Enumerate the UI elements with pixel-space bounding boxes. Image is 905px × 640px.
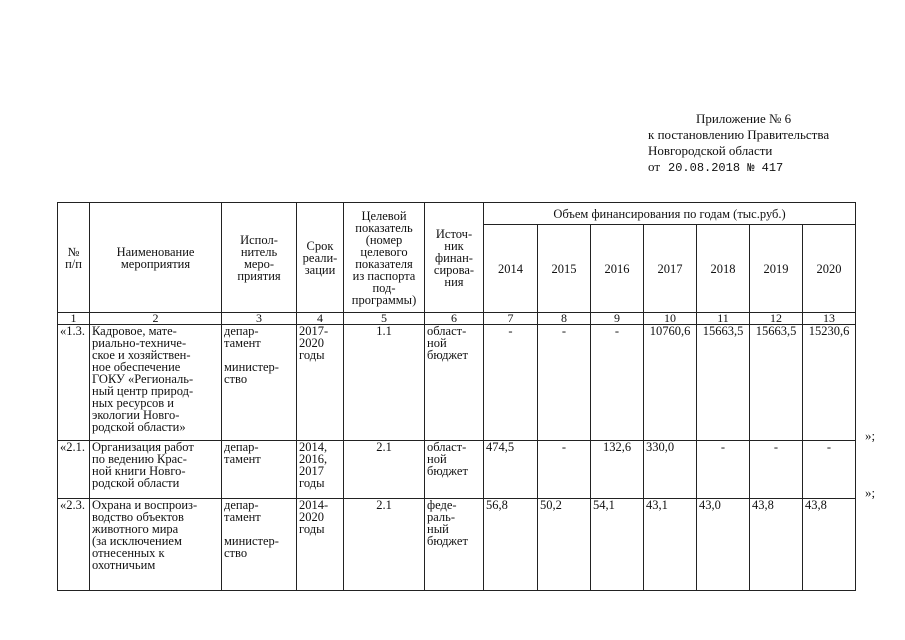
column-number: 1 [58, 313, 90, 325]
year-header: 2014 [484, 225, 538, 313]
col-source-header: Источ- ник финан- сирова- ния [425, 203, 484, 313]
document-header [648, 111, 829, 176]
value-2020: 43,8 [803, 499, 856, 591]
value-2016: 132,6 [591, 441, 644, 499]
measure-name: Охрана и воспроиз- водство объектов животного мира (за исключением отнесенных к охотничьим [90, 499, 222, 591]
executor: депар- тамент [222, 441, 297, 499]
row-number: «2.1. [58, 441, 90, 499]
funding-table [57, 202, 856, 591]
term: 2014, 2016, 2017 годы [297, 441, 344, 499]
year-header: 2018 [697, 225, 750, 313]
column-number: 13 [803, 313, 856, 325]
year-header: 2016 [591, 225, 644, 313]
value-2019: 43,8 [750, 499, 803, 591]
value-2017: 330,0 [644, 441, 697, 499]
value-2019: - [750, 441, 803, 499]
col-num-header: № п/п [58, 203, 90, 313]
value-2020: - [803, 441, 856, 499]
value-2018: 15663,5 [697, 325, 750, 441]
executor: депар- тамент министер- ство [222, 325, 297, 441]
value-2014: 56,8 [484, 499, 538, 591]
value-2018: - [697, 441, 750, 499]
target-indicator: 1.1 [344, 325, 425, 441]
date-value: 20.08.2018 № 417 [668, 161, 784, 175]
year-header: 2015 [538, 225, 591, 313]
column-number: 8 [538, 313, 591, 325]
value-2015: - [538, 325, 591, 441]
value-2020: 15230,6 [803, 325, 856, 441]
value-2015: 50,2 [538, 499, 591, 591]
funding-source: област- ной бюджет [425, 325, 484, 441]
date-line [648, 159, 829, 176]
value-2016: 54,1 [591, 499, 644, 591]
column-number: 11 [697, 313, 750, 325]
row-closing-mark: »; [865, 428, 876, 443]
col-name-header: Наименование мероприятия [90, 203, 222, 313]
column-number: 9 [591, 313, 644, 325]
col-term-header: Срок реали- зации [297, 203, 344, 313]
table-row [58, 325, 856, 441]
term: 2017- 2020 годы [297, 325, 344, 441]
column-number: 4 [297, 313, 344, 325]
value-2015: - [538, 441, 591, 499]
date-prefix: от [648, 159, 661, 174]
value-2017: 10760,6 [644, 325, 697, 441]
year-header: 2020 [803, 225, 856, 313]
row-closing-mark: »; [865, 485, 876, 500]
appendix-title: Приложение № 6 [696, 111, 792, 126]
column-number: 2 [90, 313, 222, 325]
resolution-line: к постановлению Правительства [648, 127, 830, 142]
target-indicator: 2.1 [344, 499, 425, 591]
col-target-header: Целевой показатель (номер целевого показателя из паспорта под- программы) [344, 203, 425, 313]
term: 2014- 2020 годы [297, 499, 344, 591]
year-header: 2017 [644, 225, 697, 313]
value-2017: 43,1 [644, 499, 697, 591]
column-number: 7 [484, 313, 538, 325]
funding-source: феде- раль- ный бюджет [425, 499, 484, 591]
value-2016: - [591, 325, 644, 441]
value-2019: 15663,5 [750, 325, 803, 441]
measure-name: Кадровое, мате- риально-техниче- ское и хозяйствен- ное обеспечение ГОКУ «Региональ- ный центр природ- ных ресурсов и экологии Новго- родской области» [90, 325, 222, 441]
year-header: 2019 [750, 225, 803, 313]
row-number: «1.3. [58, 325, 90, 441]
column-number: 12 [750, 313, 803, 325]
value-2014: 474,5 [484, 441, 538, 499]
table-row [58, 499, 856, 591]
column-number: 10 [644, 313, 697, 325]
column-number-row [58, 313, 856, 325]
col-exec-header: Испол- нитель меро- приятия [222, 203, 297, 313]
target-indicator: 2.1 [344, 441, 425, 499]
column-number: 6 [425, 313, 484, 325]
region-line: Новгородской области [648, 143, 773, 158]
funding-header: Объем финансирования по годам (тыс.руб.) [484, 203, 856, 225]
value-2018: 43,0 [697, 499, 750, 591]
executor: депар- тамент министер- ство [222, 499, 297, 591]
column-number: 5 [344, 313, 425, 325]
column-number: 3 [222, 313, 297, 325]
row-number: «2.3. [58, 499, 90, 591]
funding-source: област- ной бюджет [425, 441, 484, 499]
measure-name: Организация работ по ведению Крас- ной книги Новго- родской области [90, 441, 222, 499]
value-2014: - [484, 325, 538, 441]
table-row [58, 441, 856, 499]
